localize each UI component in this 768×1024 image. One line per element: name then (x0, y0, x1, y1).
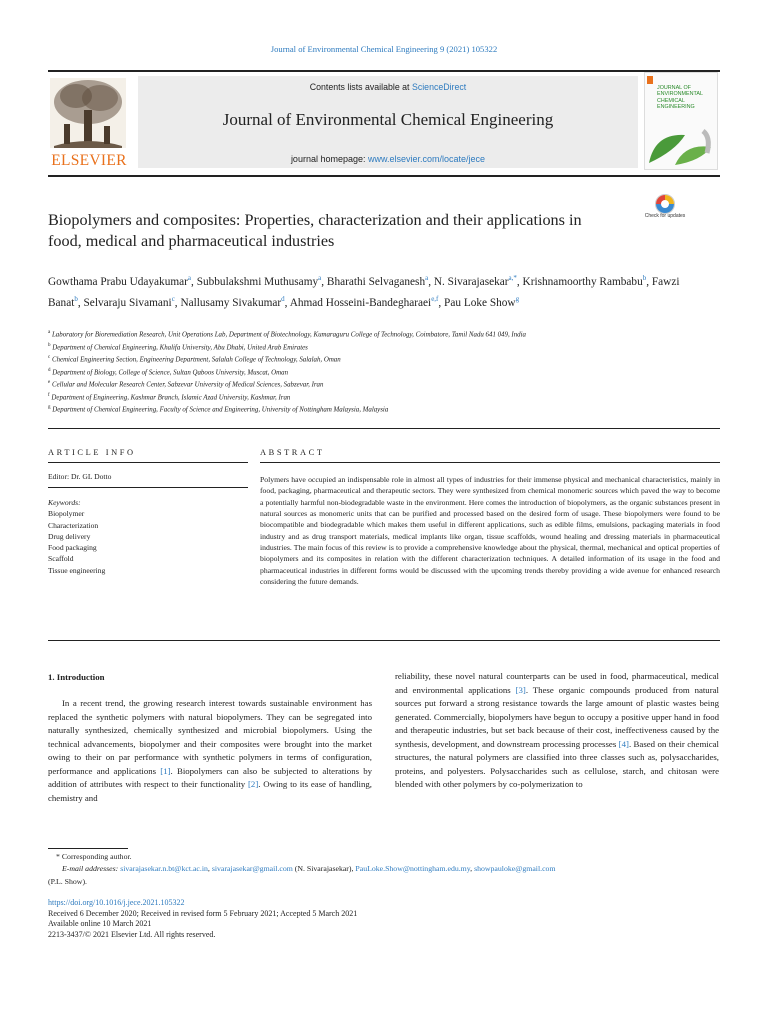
author-separator: , (321, 275, 327, 288)
cover-line: ENVIRONMENTAL (657, 91, 704, 98)
affiliation-marker: c (48, 355, 51, 360)
keyword: Food packaging (48, 543, 97, 553)
author-ref: (N. Sivarajasekar), (292, 864, 356, 874)
affiliation-marker: f (48, 392, 50, 398)
body-column-left (48, 697, 372, 805)
body-text: . Biopolymers can also be subjected to alterations by addition of attributes with respect to their functionality (48, 765, 373, 790)
journal-title: Journal of Environmental Chemical Engineering (222, 110, 554, 129)
keywords-label: Keywords: (48, 498, 81, 507)
author-separator: , (174, 296, 181, 309)
email-line (48, 863, 720, 875)
copyright: 2213-3437/© 2021 Elsevier Ltd. All rights reserved. (48, 930, 216, 940)
author-name[interactable]: Pau Loke Show (444, 296, 516, 309)
section-heading-introduction: 1. Introduction (48, 672, 105, 682)
author-separator: , (516, 275, 523, 288)
author-separator: , (646, 275, 652, 288)
author-affiliation-marker[interactable]: a (187, 274, 192, 282)
author-affiliation-marker[interactable]: b (74, 295, 78, 304)
email-link[interactable]: sivarajasekar@gmail.com (211, 864, 293, 874)
affiliation (48, 403, 720, 416)
affiliation-text: Department of Biology, College of Science, Sultan Qaboos University, Muscat, Oman (52, 368, 289, 376)
author-name[interactable]: Ahmad Hosseini-Bandegharaei (289, 296, 432, 309)
author-affiliation-marker[interactable]: g (515, 295, 520, 304)
cover-line: ENGINEERING (657, 104, 695, 111)
footnote-divider (48, 848, 128, 849)
cover-line: JOURNAL OF (657, 85, 691, 91)
email-link[interactable]: PauLoke.Show@nottingham.edu.my (355, 864, 471, 874)
author-separator: , (284, 296, 290, 309)
author-name[interactable]: Fawzi Banat (48, 275, 680, 309)
author-separator: , (77, 296, 84, 309)
affiliation (48, 341, 720, 354)
author-name[interactable]: Subbulakshmi Muthusamy (196, 275, 319, 288)
affiliation-marker: g (48, 405, 51, 410)
online-date: Available online 10 March 2021 (48, 919, 152, 929)
citation-link[interactable]: [3] (515, 684, 526, 695)
citation-link[interactable]: [1] (160, 765, 171, 776)
contents-prefix: Contents lists available at (309, 82, 412, 92)
contents-line (138, 82, 638, 92)
editor-line: Editor: Dr. GL Dotto (48, 472, 112, 481)
author-separator: , (438, 296, 445, 309)
email-link[interactable]: showpauloke@gmail.com (474, 864, 556, 874)
body-text: reliability, these novel natural counterparts can be used in food, pharmaceutical, medical and environmental applications (395, 671, 719, 695)
author-affiliation-marker[interactable]: d (281, 295, 285, 304)
author-name[interactable]: N. Sivarajasekar (433, 275, 509, 288)
author-name[interactable]: Selvaraju Sivamani (83, 296, 172, 309)
affiliation-text: Chemical Engineering Section, Engineering Department, Salalah College of Technology, Salalah, Oman (51, 356, 341, 364)
affiliation-marker: a (48, 330, 51, 335)
footnotes (48, 851, 720, 888)
author-name[interactable]: Nallusamy Sivakumar (180, 296, 282, 309)
divider (48, 640, 720, 641)
keyword: Tissue engineering (48, 565, 106, 575)
divider (48, 487, 248, 488)
author-name[interactable]: Krishnamoorthy Rambabu (522, 275, 643, 288)
affiliation-text: Department of Engineering, Kashmar Branch, Islamic Azad University, Kashmar, Iran (51, 393, 291, 401)
affiliation-marker: b (48, 342, 51, 348)
author-affiliation-marker[interactable]: a (425, 274, 429, 282)
homepage-prefix: journal homepage: (290, 154, 368, 164)
corresponding-author-note: * Corresponding author. (56, 852, 132, 861)
article-info-heading: ARTICLE INFO (48, 448, 136, 457)
divider (260, 462, 720, 463)
author-affiliation-marker[interactable]: a,* (508, 274, 517, 282)
affiliation (48, 353, 720, 366)
author-separator: , (428, 275, 434, 288)
author-list (48, 270, 688, 312)
affiliation-text: Laboratory for Bioremediation Research, Unit Operations Lab, Department of Biotechnology, Kumaraguru College of Technology, Coimbatore, Tamil Nadu 641 049, India (51, 331, 526, 339)
author-affiliation-marker[interactable]: e,f (431, 295, 439, 304)
running-head-link[interactable]: Journal of Environmental Chemical Engineering 9 (2021) 105322 (270, 44, 498, 54)
author-affiliation-marker[interactable]: b (642, 274, 647, 282)
affiliation (48, 378, 720, 391)
body-text: In a recent trend, the growing research interest towards sustainable environment has replaced the synthetic polymers with natural biopolymers. They can be segregated into naturally synthesized, chemically synthesized and microbial biopolymers. Using the technical advancements, biopolymer and their composites were brought into the market owing to their on par performance with synthetic polymers in terms of configuration, performance and applications (48, 698, 372, 776)
affiliation-marker: d (48, 367, 51, 373)
publisher-name: ELSEVIER (51, 152, 127, 169)
divider (48, 428, 720, 429)
keyword: Drug delivery (48, 531, 91, 541)
journal-masthead (48, 70, 720, 177)
affiliation (48, 391, 720, 404)
body-text: . Owing to its ease of handling, chemistry and (48, 779, 372, 803)
cover-line: CHEMICAL (657, 97, 685, 104)
homepage-link[interactable]: www.elsevier.com/locate/jece (368, 154, 486, 164)
affiliation-text: Department of Chemical Engineering, Faculty of Science and Engineering, University of Nottingham Malaysia, Malaysia (52, 406, 389, 414)
body-text: . Based on their chemical structures, the natural polymers are classified into three classes such as, polysaccharides, proteins, and polyesters. Polysaccharides such as cellulose, starch, and chitosan were blended with other polymers by co-polymerization to (395, 738, 719, 790)
article-title: Biopolymers and composites: Properties, characterization and their applications in food, medical and pharmaceutical industries (48, 211, 582, 250)
cover-text (657, 85, 713, 111)
affiliation-text: Department of Chemical Engineering, Khalifa University, Abu Dhabi, United Arab Emirates (52, 343, 308, 351)
check-for-updates-label[interactable]: Check for updates (644, 213, 686, 219)
journal-cover[interactable] (644, 72, 718, 170)
author-name[interactable]: Bharathi Selvaganesh (326, 275, 426, 288)
divider (48, 462, 248, 463)
keyword: Biopolymer (48, 509, 85, 519)
publication-info (48, 898, 720, 941)
affiliation-text: Cellular and Molecular Research Center, Sabzevar University of Medical Sciences, Sabzevar, Iran (51, 381, 324, 389)
affiliations-list (48, 328, 720, 416)
email-label: E-mail addresses: (62, 864, 121, 874)
masthead-center (138, 76, 638, 168)
author-separator: , (191, 275, 197, 288)
body-column-right (395, 670, 719, 792)
keyword: Scaffold (48, 554, 74, 564)
abstract-text: Polymers have occupied an indispensable role in almost all types of industries for their immense physical and mechanical characteristics, mainly in food, packaging, pharmaceutical and therapeutic sectors. They were synthesized from chemical monomeric sources which paved the way to become a potentially harmful non-biodegradable waste in the environment. Here comes the introduction of biopolymers, as the organic substances present in natural sources as monomeric units that can be purified and processed based on the desired form of usage. These biopolymers were found to be biocompatible and biodegradable which makes them useful in different applications, such as edible films, emulsions, packaging materials in food industry and as drug transport materials, medical implants like organ, tissue scaffolds, wound healing and dressing materials in pharmaceutical industries. The main focus of this review is to provide a comprehensive knowledge about the physical, thermal, mechanical and optical properties of biopolymers and its composites in relation with the different characterization techniques. A detailed information of its usage in the food and pharmaceutical industries in different forms would be discussed with the upcoming trends thereby providing a wide avenue for enhanced research considering the future demands. (260, 475, 720, 587)
author-affiliation-marker[interactable]: c (171, 295, 175, 304)
homepage-line (138, 154, 638, 164)
sciencedirect-link[interactable]: ScienceDirect (411, 82, 467, 92)
body-text: . These organic compounds produced from natural sources put forward a strong resistance towards the large amount of plastic wastes being generated. Commercially, biopolymers have begun to occupy a positive upper hand in food and therapeutic industries, but set back because of their cost, ineffectiveness caused by the synthesis, development, and downstream processing processes (395, 684, 719, 749)
author-name[interactable]: Gowthama Prabu Udayakumar (48, 275, 188, 288)
author-affiliation-marker[interactable]: a (318, 274, 322, 282)
author-ref: (P.L. Show). (48, 876, 87, 886)
separator: , (207, 864, 212, 874)
abstract-heading: ABSTRACT (260, 448, 325, 457)
affiliation-marker: e (48, 380, 51, 385)
email-link[interactable]: sivarajasekar.n.bt@kct.ac.in (120, 864, 208, 874)
received-dates: Received 6 December 2020; Received in revised form 5 February 2021; Accepted 5 March 2021 (48, 908, 358, 918)
affiliation (48, 366, 720, 379)
keyword: Characterization (48, 520, 99, 530)
citation-link[interactable]: [2] (248, 779, 259, 790)
separator: , (470, 864, 475, 874)
affiliation (48, 328, 720, 341)
keywords-list (48, 497, 105, 576)
citation-link[interactable]: [4] (618, 738, 629, 749)
doi-link[interactable]: https://doi.org/10.1016/j.jece.2021.105322 (48, 898, 185, 907)
